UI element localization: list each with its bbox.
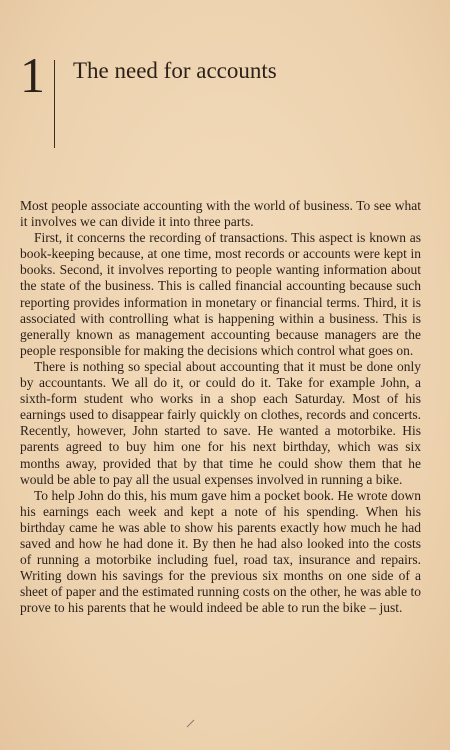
chapter-number: 1 [20, 47, 45, 103]
chapter-body [20, 198, 421, 616]
paragraph-1: Most people associate accounting with the world of business. To see what it involves we can divide it into three parts. [20, 198, 421, 230]
pencil-tick-mark [185, 717, 197, 729]
paragraph-2: First, it concerns the recording of transactions. This aspect is known as book-keeping because, at one time, most records or accounts were kept in books. Second, it involves reporting to people wanting information about the state of the business. This is called financial accounting because such reporting provides information in monetary or financial terms. Third, it is associated with controlling what is happening within a business. This is generally known as management accounting because managers are the people responsible for making the decisions which control what goes on. [20, 230, 421, 358]
paragraph-3: There is nothing so special about accounting that it must be done only by accountants. We all do it, or could do it. Take for example John, a sixth-form student who works in a shop each Saturday. Most of his earnings used to disappear fairly quickly on clothes, records and concerts. Recently, however, John started to save. He wanted a motorbike. His parents agreed to buy him one for his next birthday, which was six months away, provided that by that time he could show them that he would be able to pay all the usual expenses involved in running a bike. [20, 358, 421, 487]
paragraph-4: To help John do this, his mum gave him a pocket book. He wrote down his earnings each week and kept a note of his spending. When his birthday came he was able to show his parents exactly how much he had saved and how he had done it. By then he had also looked into the costs of running a motorbike including fuel, road tax, insurance and repairs. Writing down his savings for the previous six months on one side of a sheet of paper and the estimated running costs on the other, he was able to prove to his parents that he would indeed be able to run the bike – just. [20, 487, 421, 616]
chapter-title: The need for accounts [73, 58, 277, 83]
chapter-divider-rule [54, 60, 55, 148]
